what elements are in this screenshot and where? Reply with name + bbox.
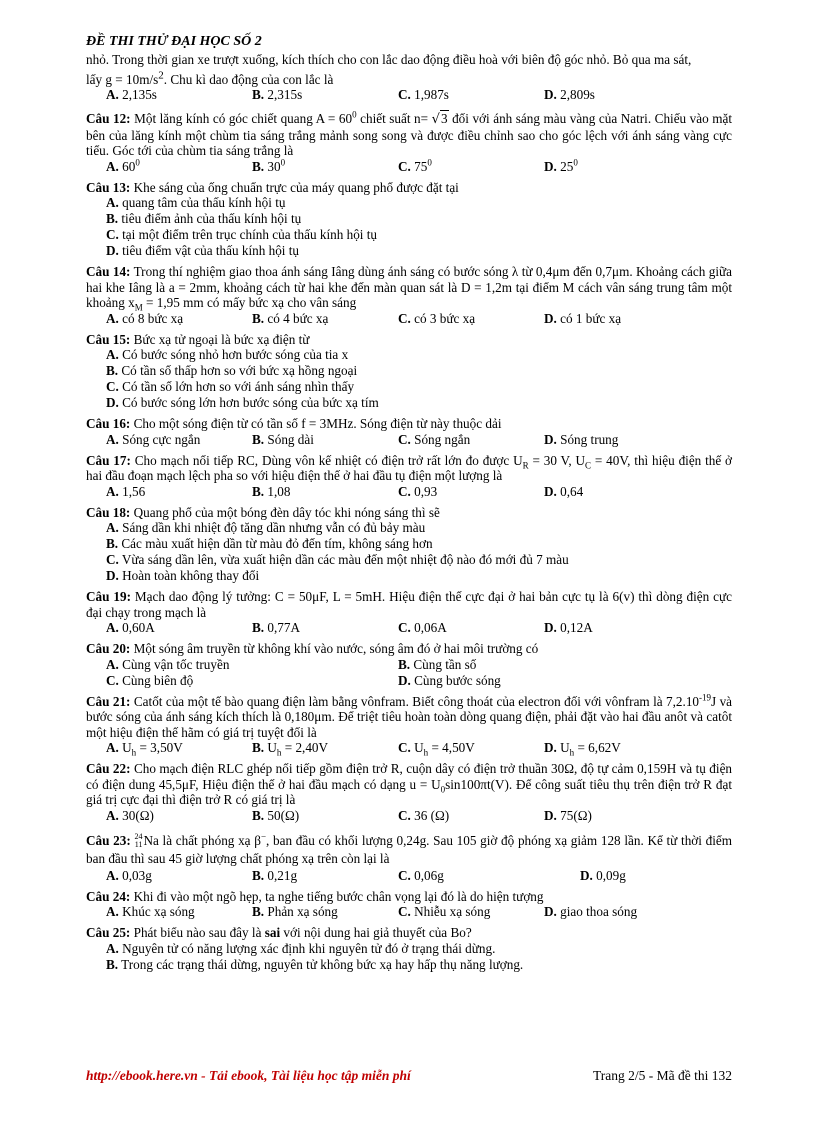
option-b: B. $U_h = 2,40V$ bbox=[252, 740, 329, 758]
q13-options bbox=[86, 195, 732, 259]
option-b: B. 0,77A bbox=[252, 620, 300, 635]
question-20: Câu 20: Một sóng âm truyền từ không khí vào nước, sóng âm đó ở hai môi trường có A. Cùng vận tốc truyền B. Cùng tần số C. Cùng biên độ D. Cùng bước sóng bbox=[86, 641, 732, 689]
option-b: B. Phản xạ sóng bbox=[252, 904, 338, 919]
option-a: A. 30(Ω) bbox=[106, 807, 154, 823]
q22-options bbox=[86, 808, 732, 824]
q25-options bbox=[86, 941, 732, 973]
option-c: C. 0,06g bbox=[398, 867, 444, 883]
option-c: C. 0,06A bbox=[398, 620, 447, 635]
option-c: C. Sóng ngắn bbox=[398, 431, 471, 447]
option-d: D. 75(Ω) bbox=[544, 807, 592, 823]
q11-line1: nhỏ. Trong thời gian xe trượt xuống, kích thích cho con lắc dao động điều hoà với biên độ góc nhỏ. Bỏ qua ma sát, bbox=[86, 52, 692, 67]
q16-options bbox=[86, 432, 732, 448]
option-b: B. 2,315s bbox=[252, 87, 303, 102]
question-19: Câu 19: Mạch dao động lý tưởng: C = 50μF, L = 5mH. Hiệu điện thế cực đại ở hai bản cực tụ là 6(v) thì dòng điện cực đại chạy trong mạch là A. 0,60A B. 0,77A C. 0,06A D. 0,12A bbox=[86, 589, 733, 635]
footer-link[interactable]: http://ebook.here.vn bbox=[86, 1068, 198, 1083]
option-b: B. Có tần số thấp hơn so với bức xạ hồng ngoại bbox=[106, 363, 358, 378]
option-b: B. có 4 bức xạ bbox=[252, 310, 329, 326]
option-a: A. có 8 bức xạ bbox=[106, 310, 184, 326]
option-d: D. 0,12A bbox=[544, 620, 593, 635]
question-15: Câu 15: Bức xạ tử ngoại là bức xạ điện từ A. Có bước sóng nhỏ hơn bước sóng của tia x B. Có tần số thấp hơn so với bức xạ hồng ngoại C. Có tần số lớn hơn so với ánh sáng nhìn thấy D. Có bước sóng lớn hơn bước sóng của bức xạ tím bbox=[86, 332, 732, 412]
option-c: C. 36 (Ω) bbox=[398, 807, 450, 823]
option-a: A. $60^0$ bbox=[106, 157, 140, 174]
option-a: A. Có bước sóng nhỏ hơn bước sóng của tia x bbox=[106, 347, 349, 362]
option-a: A. Sóng cực ngắn bbox=[106, 431, 201, 447]
option-b: B. Sóng dài bbox=[252, 431, 314, 447]
option-c: C. Có tần số lớn hơn so với ánh sáng nhìn thấy bbox=[106, 379, 355, 394]
option-c: C. tại một điểm trên trục chính của thấu kính hội tụ bbox=[106, 227, 378, 242]
option-a: A. 2,135s bbox=[106, 87, 157, 102]
sqrt-symbol: √ bbox=[431, 112, 440, 127]
option-b: B. 0,21g bbox=[252, 867, 298, 883]
option-d: D. Cùng bước sóng bbox=[398, 672, 501, 688]
question-13: Câu 13: Khe sáng của ống chuẩn trực của máy quang phổ được đặt tại A. quang tâm của thấu kính hội tụ B. tiêu điểm ảnh của thấu kính hội tụ C. tại một điểm trên trục chính của thấu kính hội tụ D. tiêu điểm vật của thấu kính hội tụ bbox=[86, 180, 732, 260]
question-23: Câu 23: 24 11Na là chất phóng xạ β−, ban đầu có khối lượng 0,24g. Sau 105 giờ độ phóng xạ giảm 128 lần. Kể từ thời điểm ban đầu thì sau 45 giờ lượng chất phóng xạ trên còn lại là A. 0,03g B. 0,21g C. 0,06g D. 0,09g bbox=[86, 831, 732, 883]
option-d: D. 2,809s bbox=[544, 87, 595, 102]
q17-options bbox=[86, 484, 732, 500]
option-a: A. quang tâm của thấu kính hội tụ bbox=[106, 195, 286, 210]
question-24: Câu 24: Khi đi vào một ngõ hẹp, ta nghe tiếng bước chân vọng lại đó là do hiện tượng A. Khúc xạ sóng B. Phản xạ sóng C. Nhiễu xạ sóng D. giao thoa sóng bbox=[86, 889, 732, 921]
question-12: Câu 12: Một lăng kính có góc chiết quang $A = 60^0$ chiết suất n= √3 đối với ánh sáng màu vàng của Natri. Chiếu vào mặt bên của lăng kính một chùm tia sáng trắng mảnh song song và được điều chỉnh sao cho góc lệch với ánh sáng vàng cực tiểu. Góc tới của chùm tia sáng trắng là A. $60^0$ B. $30^0$ C. $75^0$ D. $25^0$ bbox=[86, 109, 733, 174]
question-18: Câu 18: Quang phổ của một bóng đèn dây tóc khi nóng sáng thì sẽ A. Sáng dần khi nhiệt độ tăng dần nhưng vẫn có đủ bảy màu B. Các màu xuất hiện dần từ màu đỏ đến tím, không sáng hơn C. Vừa sáng dần lên, vừa xuất hiện dần các màu đến một nhiệt độ nào đó mới đủ 7 màu D. Hoàn toàn không thay đổi bbox=[86, 505, 732, 585]
q24-options bbox=[86, 904, 732, 920]
option-c: C. Cùng biên độ bbox=[106, 672, 194, 688]
option-d: D. Có bước sóng lớn hơn bước sóng của bức xạ tím bbox=[106, 395, 379, 410]
q21-options bbox=[86, 740, 732, 756]
q23-options bbox=[86, 868, 732, 884]
option-b: B. Trong các trạng thái dừng, nguyên tử không bức xạ hay hấp thụ năng lượng. bbox=[106, 956, 524, 972]
option-c: C. $U_h = 4,50V$ bbox=[398, 740, 475, 758]
option-d: D. tiêu điểm vật của thấu kính hội tụ bbox=[106, 243, 300, 258]
exam-page bbox=[86, 34, 732, 973]
option-b: B. tiêu điểm ảnh của thấu kính hội tụ bbox=[106, 211, 302, 226]
question-22: Câu 22: Cho mạch điện RLC ghép nối tiếp gồm điện trở R, cuộn dây có điện trở thuần 30Ω, độ tự cảm 0,159H và tụ điện có điện dung 45,5μF, Hiệu điện thế ở hai đầu mạch có dạng $u = U_0\sin 100\pi t(V)$. Để công suất tiêu thụ trên điện trở R đạt giá trị cực đại thì điện trở R có giá trị là A. 30(Ω) B. 50(Ω) C. 36 (Ω) D. 75(Ω) bbox=[86, 761, 733, 823]
question-16: Câu 16: Cho một sóng điện từ có tần số f = 3MHz. Sóng điện từ này thuộc dải A. Sóng cực ngắn B. Sóng dài C. Sóng ngắn D. Sóng trung bbox=[86, 416, 732, 448]
option-a: A. Nguyên tử có năng lượng xác định khi nguyên tử đó ở trạng thái dừng. bbox=[106, 940, 496, 956]
q12-options bbox=[86, 159, 732, 175]
option-c: C. 1,987s bbox=[398, 87, 449, 102]
question-14: Câu 14: Trong thí nghiệm giao thoa ánh sáng Iâng dùng ánh sáng có bước sóng λ từ 0,4μm đến 0,7μm. Khoảng cách giữa hai khe Iâng là a = 2mm, khoảng cách từ hai khe đến màn quan sát là D = 1,2m tại điểm M cách vân sáng trung tâm một khoảng $x_M = 1,95$ mm có mấy bức xạ cho vân sáng A. có 8 bức xạ B. có 4 bức xạ C. có 3 bức xạ D. có 1 bức xạ bbox=[86, 264, 732, 326]
q11-options bbox=[86, 87, 732, 103]
option-d: D. Hoàn toàn không thay đổi bbox=[106, 568, 260, 583]
option-a: A. Sáng dần khi nhiệt độ tăng dần nhưng vẫn có đủ bảy màu bbox=[106, 520, 426, 535]
option-c: C. Vừa sáng dần lên, vừa xuất hiện dần các màu đến một nhiệt độ nào đó mới đủ 7 màu bbox=[106, 552, 569, 567]
option-c: C. $75^0$ bbox=[398, 157, 432, 174]
q19-options bbox=[86, 620, 732, 636]
option-a: A. 0,60A bbox=[106, 620, 155, 635]
page-header: ĐỀ THI THỬ ĐẠI HỌC SỐ 2 bbox=[86, 34, 262, 49]
option-b: B. 50(Ω) bbox=[252, 807, 300, 823]
question-25: Câu 25: Phát biểu nào sau đây là sai với nội dung hai giả thuyết của Bo? A. Nguyên tử có năng lượng xác định khi nguyên tử đó ở trạng thái dừng. B. Trong các trạng thái dừng, nguyên tử không bức xạ hay hấp thụ năng lượng. bbox=[86, 925, 732, 973]
option-b: B. Cùng tần số bbox=[398, 656, 477, 672]
q20-options bbox=[86, 657, 732, 689]
option-b: B. 1,08 bbox=[252, 483, 291, 499]
option-a: A. 0,03g bbox=[106, 867, 152, 883]
option-a: A. 1,56 bbox=[106, 483, 146, 499]
question-17: Câu 17: Cho mạch nối tiếp RC, Dùng vôn kế nhiệt có điện trở rất lớn đo được $U_R = 30$ V, $U_C = 40V$, thì hiệu điện thế ở hai đầu đoạn mạch lệch pha so với hiệu điện thế ở hai đầu tụ điện một lượng là A. 1,56 B. 1,08 C. 0,93 D. 0,64 bbox=[86, 452, 733, 499]
option-d: D. Sóng trung bbox=[544, 431, 619, 447]
option-c: C. 0,93 bbox=[398, 483, 438, 499]
q18-options bbox=[86, 520, 732, 584]
option-d: D. giao thoa sóng bbox=[544, 904, 638, 919]
option-d: D. 0,09g bbox=[580, 867, 626, 883]
q14-options bbox=[86, 311, 732, 327]
option-b: B. Các màu xuất hiện dần từ màu đỏ đến tím, không sáng hơn bbox=[106, 536, 433, 551]
option-a: A. Khúc xạ sóng bbox=[106, 904, 195, 919]
question-11: nhỏ. Trong thời gian xe trượt xuống, kích thích cho con lắc dao động điều hoà với biên độ góc nhỏ. Bỏ qua ma sát, lấy $g = 10m/s^2$. Chu kì dao động của con lắc là A. 2,135s B. 2,315s C. 1,987s D. 2,809s bbox=[86, 52, 732, 103]
option-b: B. $30^0$ bbox=[252, 157, 286, 174]
option-d: D. có 1 bức xạ bbox=[544, 310, 622, 326]
question-21: Câu 21: Catốt của một tế bào quang điện làm bằng vônfram. Biết công thoát của electron đối với vônfram là $7,2.10^{-19}J$ và bước sóng của ánh sáng kích thích là 0,180μm. Để triệt tiêu hoàn toàn dòng quang điện, phải đặt vào hai đầu anôt và catôt một hiệu điện thế hãm có giá trị tuyệt đối là A. $U_h = 3,50V$ B. $U_h = 2,40V$ C. $U_h = 4,50V$ D. $U_h = 6,62V$ bbox=[86, 692, 733, 758]
option-d: D. $25^0$ bbox=[544, 157, 578, 174]
option-d: D. $U_h = 6,62V$ bbox=[544, 740, 621, 758]
page-footer bbox=[86, 1068, 732, 1084]
option-a: A. Cùng vận tốc truyền bbox=[106, 656, 230, 672]
option-d: D. 0,64 bbox=[544, 483, 584, 499]
q15-options bbox=[86, 347, 732, 411]
option-c: C. Nhiễu xạ sóng bbox=[398, 904, 491, 919]
option-c: C. có 3 bức xạ bbox=[398, 310, 476, 326]
option-a: A. $U_h = 3,50V$ bbox=[106, 740, 183, 758]
page-number: Trang 2/5 - Mã đề thi 132 bbox=[593, 1068, 732, 1083]
footer-slogan: - Tải ebook, Tài liệu học tập miễn phí bbox=[197, 1068, 411, 1083]
isotope-notation: 24 11 bbox=[134, 832, 143, 850]
